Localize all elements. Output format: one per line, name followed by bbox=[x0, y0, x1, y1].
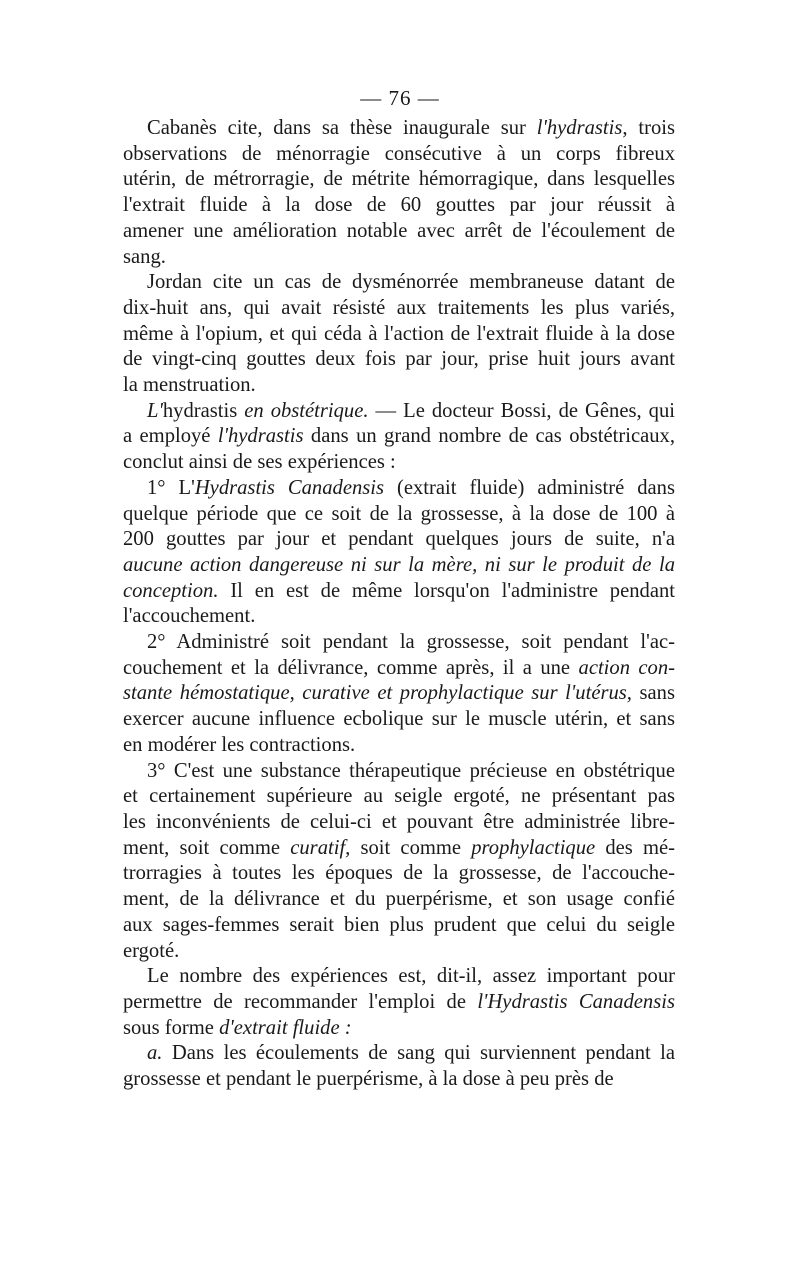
text-run: quelque période que ce soit de la grossesse, à la dose de 100 à bbox=[123, 502, 675, 525]
text-run: 2° Administré soit pendant la grossesse, soit pendant l'ac- bbox=[147, 631, 675, 654]
italic-text: conception. bbox=[123, 579, 219, 602]
text-run: l'accouchement. bbox=[123, 605, 256, 628]
text-line bbox=[123, 1016, 675, 1042]
text-run: l'extrait fluide à la dose de 60 gouttes par jour réussit à bbox=[123, 194, 675, 217]
text-run: des mé- bbox=[595, 836, 675, 859]
text-run: Le nombre des expériences est, dit-il, assez important pour bbox=[147, 965, 675, 988]
italic-text: l'hydrastis bbox=[536, 117, 623, 139]
text-line bbox=[123, 681, 675, 707]
paragraph-p4 bbox=[123, 476, 675, 630]
text-line bbox=[123, 707, 675, 733]
text-run: Il en est de même lorsqu'on l'administre pendant bbox=[218, 579, 675, 602]
text-line bbox=[123, 1067, 675, 1093]
text-run: hydrastis bbox=[162, 399, 245, 422]
text-run: même à l'opium, et qui céda à l'action de l'extrait fluide à la dose bbox=[123, 322, 675, 345]
text-line bbox=[123, 1041, 675, 1067]
text-line bbox=[123, 810, 675, 836]
text-line bbox=[123, 630, 675, 656]
italic-text: aucune action dangereuse ni sur la mère, ni sur le produit de la bbox=[123, 553, 675, 576]
text-run: utérin, de métrorragie, de métrite hémorragique, dans lesquelles bbox=[123, 168, 675, 191]
text-run: les inconvénients de celui-ci et pouvant être administrée libre- bbox=[123, 810, 675, 833]
text-line bbox=[123, 193, 675, 219]
paragraph-p2 bbox=[123, 270, 675, 399]
text-line bbox=[123, 913, 675, 939]
text-line bbox=[123, 450, 675, 476]
paragraph-p6 bbox=[123, 759, 675, 965]
text-run: exercer aucune influence ecbolique sur le muscle utérin, et sans bbox=[123, 708, 675, 731]
text-run: ment, soit comme bbox=[123, 836, 291, 859]
text-run: ment, de la délivrance et du puerpérisme, et son usage confié bbox=[123, 888, 675, 911]
text-line bbox=[123, 167, 675, 193]
text-line bbox=[123, 219, 675, 245]
text-line bbox=[123, 424, 675, 450]
text-line bbox=[123, 733, 675, 759]
text-line bbox=[123, 836, 675, 862]
text-run: observations de ménorragie consécutive à un corps fibreux bbox=[123, 142, 675, 165]
italic-text: a. bbox=[147, 1042, 163, 1065]
text-run: sans bbox=[631, 682, 675, 705]
text-run: dix-huit ans, qui avait résisté aux traitements les plus variés, bbox=[123, 296, 675, 319]
text-line bbox=[123, 399, 675, 425]
italic-text: stante hémostatique, curative et prophylactique sur l'utérus, bbox=[123, 682, 632, 705]
text-line bbox=[123, 142, 675, 168]
text-run: dans un grand nombre de cas obstétricaux, bbox=[303, 425, 675, 448]
text-run: Jordan cite un cas de dysménorrée membraneuse datant de bbox=[147, 271, 675, 294]
text-line bbox=[123, 579, 675, 605]
italic-text: Hydrastis Canadensis bbox=[194, 476, 385, 499]
italic-text: prophylactique bbox=[471, 836, 596, 859]
text-run: sang. bbox=[123, 245, 166, 268]
paragraph-p3 bbox=[123, 399, 675, 476]
text-line bbox=[123, 347, 675, 373]
text-run: sous forme bbox=[123, 1016, 220, 1039]
text-line bbox=[123, 964, 675, 990]
text-line bbox=[123, 527, 675, 553]
text-run: a employé bbox=[123, 425, 218, 448]
page-number: — 76 — bbox=[360, 86, 440, 110]
text-line bbox=[123, 296, 675, 322]
text-run: — Le docteur Bossi, de Gênes, qui bbox=[368, 399, 675, 422]
text-run: permettre de recommander l'emploi de bbox=[123, 990, 478, 1013]
italic-text: action con- bbox=[578, 656, 676, 679]
text-run: 1° L' bbox=[147, 476, 195, 499]
text-line bbox=[123, 502, 675, 528]
text-run: et certainement supérieure au seigle ergoté, ne présentant pas bbox=[123, 785, 675, 808]
text-run: conclut ainsi de ses expériences : bbox=[123, 451, 396, 474]
italic-text: l'hydrastis bbox=[217, 425, 304, 448]
text-run: Cabanès cite, dans sa thèse inaugurale sur bbox=[147, 117, 537, 139]
text-run: 3° C'est une substance thérapeutique précieuse en obstétrique bbox=[147, 759, 675, 782]
text-run: en modérer les contractions. bbox=[123, 733, 356, 756]
text-run: , trois bbox=[622, 117, 675, 139]
italic-text: en obstétrique. bbox=[244, 399, 369, 422]
text-run: (extrait fluide) administré dans bbox=[384, 476, 675, 499]
paragraph-p7 bbox=[123, 964, 675, 1041]
text-line bbox=[123, 245, 675, 271]
text-line bbox=[123, 990, 675, 1016]
text-line bbox=[123, 784, 675, 810]
italic-text: L' bbox=[147, 399, 163, 422]
paragraph-p5 bbox=[123, 630, 675, 759]
italic-text: curatif, bbox=[290, 836, 351, 859]
text-line bbox=[123, 116, 675, 142]
text-run: la menstruation. bbox=[123, 374, 256, 397]
text-line bbox=[123, 553, 675, 579]
text-line bbox=[123, 476, 675, 502]
text-line bbox=[123, 270, 675, 296]
text-run: couchement et la délivrance, comme après, il a une bbox=[123, 656, 579, 679]
text-line bbox=[123, 656, 675, 682]
text-run: ergoté. bbox=[123, 939, 180, 962]
text-line bbox=[123, 939, 675, 965]
text-run: grossesse et pendant le puerpérisme, à la dose à peu près de bbox=[123, 1068, 614, 1091]
italic-text: l'Hydrastis Canadensis bbox=[477, 990, 675, 1013]
text-line bbox=[123, 861, 675, 887]
text-run: trorragies à toutes les époques de la grossesse, de l'accouche- bbox=[123, 862, 675, 885]
text-run: 200 gouttes par jour et pendant quelques jours de suite, n'a bbox=[123, 528, 675, 551]
text-line bbox=[123, 887, 675, 913]
text-run: soit comme bbox=[350, 836, 472, 859]
paragraph-p8 bbox=[123, 1041, 675, 1092]
italic-text: d'extrait fluide : bbox=[219, 1016, 352, 1039]
body-text bbox=[123, 116, 675, 1093]
paragraph-p1 bbox=[123, 116, 675, 270]
text-line bbox=[123, 373, 675, 399]
text-run: de vingt-cinq gouttes deux fois par jour, prise huit jours avant bbox=[123, 348, 675, 371]
text-line bbox=[123, 759, 675, 785]
text-run: Dans les écoulements de sang qui surviennent pendant la bbox=[162, 1042, 675, 1065]
text-line bbox=[123, 604, 675, 630]
text-run: amener une amélioration notable avec arrêt de l'écoulement de bbox=[123, 219, 675, 242]
text-line bbox=[123, 322, 675, 348]
text-run: aux sages-femmes serait bien plus prudent que celui du seigle bbox=[123, 913, 675, 936]
